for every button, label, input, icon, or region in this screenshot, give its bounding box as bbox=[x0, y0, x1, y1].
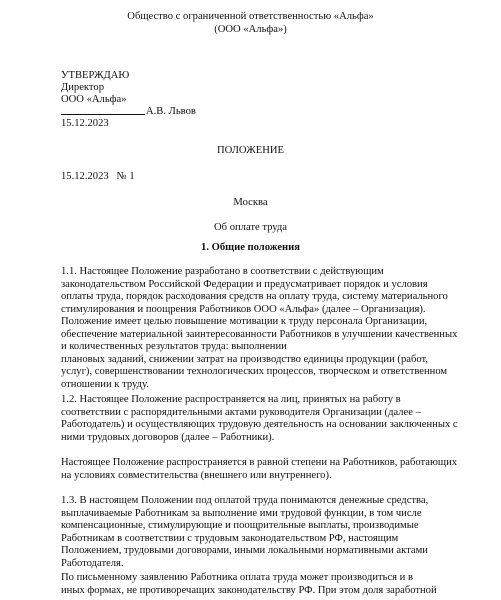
approval-org: ООО «Альфа» bbox=[61, 94, 127, 105]
paragraph-line: 1.1. Настоящее Положение разработано в соответствии с действующим bbox=[61, 266, 384, 277]
paragraph-line: услуг), совершенствовании технологических процессов, творческом и ответственном bbox=[61, 366, 448, 377]
paragraph-line: и количественных результатов труда: выполнении bbox=[61, 341, 287, 352]
paragraph-line: 1.3. В настоящем Положении под оплатой труда понимаются денежные средства, bbox=[61, 495, 429, 506]
signature-line bbox=[61, 114, 145, 115]
paragraph-line: выплачиваемые Работникам за выполнение ими трудовой функции, в том числе bbox=[61, 507, 422, 519]
section-heading: 1. Общие положения bbox=[201, 242, 300, 253]
document-date-number: 15.12.2023 № 1 bbox=[61, 171, 135, 182]
paragraph-line: 1.2. Настоящее Положение распространяется на лиц, принятых на работу в bbox=[61, 394, 401, 405]
paragraph-line: компенсационные, стимулирующие и поощрительные выплаты, производимые bbox=[61, 520, 419, 531]
paragraph-line: Работникам в соответствии с трудовым законодательством РФ, настоящим bbox=[61, 532, 399, 544]
paragraph-line: плановых заданий, снижении затрат на производство единицы продукции (работ, bbox=[61, 353, 428, 365]
approval-date: 15.12.2023 bbox=[61, 118, 109, 129]
approval-signatory: А.В. Львов bbox=[146, 106, 196, 117]
paragraph-1-3-note bbox=[61, 572, 437, 597]
approval-signature-row bbox=[61, 106, 196, 119]
approval-heading: УТВЕРЖДАЮ bbox=[61, 70, 130, 81]
paragraph-line: законодательством Российской Федерации и предусматривает порядок и условия bbox=[61, 278, 428, 290]
paragraph-line: Работодатель) и осуществляющих трудовую деятельность на основании заключенных с bbox=[61, 419, 458, 430]
paragraph-line: иных формах, не противоречащих законодательству РФ. При этом доля заработной bbox=[61, 584, 437, 596]
paragraph-line: оплаты труда, порядок расходования средств на оплату труда, систему материального bbox=[61, 291, 448, 302]
paragraph-line: Настоящее Положение распространяется в равной степени на Работников, работающих bbox=[61, 457, 458, 468]
document-subject: Об оплате труда bbox=[214, 222, 287, 233]
paragraph-1-1 bbox=[61, 266, 457, 391]
paragraph-1-2 bbox=[61, 394, 458, 444]
paragraph-line: обеспечение материальной заинтересованности Работников в улучшении качественных bbox=[61, 328, 458, 340]
paragraph-line: Положение имеет целью повышение мотивации к труду персонала Организации, bbox=[61, 316, 428, 327]
paragraph-1-3 bbox=[61, 495, 428, 570]
paragraph-line: на условиях совместительства (внешнего или внутреннего). bbox=[61, 469, 332, 481]
approval-position: Директор bbox=[61, 82, 104, 93]
org-short-name: (ООО «Альфа») bbox=[214, 24, 287, 35]
paragraph-line: По письменному заявлению Работника оплата труда может производиться и в bbox=[61, 572, 413, 583]
paragraph-1-2-note bbox=[61, 457, 457, 482]
paragraph-line: отношении к труду. bbox=[61, 378, 149, 390]
paragraph-line: стимулирования и поощрения Работников ООО «Альфа» (далее – Организация). bbox=[61, 303, 426, 315]
org-full-name: Общество с ограниченной ответственностью «Альфа» bbox=[127, 11, 374, 22]
paragraph-line: соответствии с распорядительными актами руководителя Организации (далее – bbox=[61, 406, 421, 418]
paragraph-line: Положением, трудовыми договорами, иными локальными нормативными актами bbox=[61, 545, 428, 556]
paragraph-line: ними трудовых договоров (далее – Работники). bbox=[61, 431, 275, 443]
paragraph-line: Работодателя. bbox=[61, 557, 124, 569]
document-city: Москва bbox=[233, 197, 268, 208]
document-title: ПОЛОЖЕНИЕ bbox=[216, 145, 285, 156]
